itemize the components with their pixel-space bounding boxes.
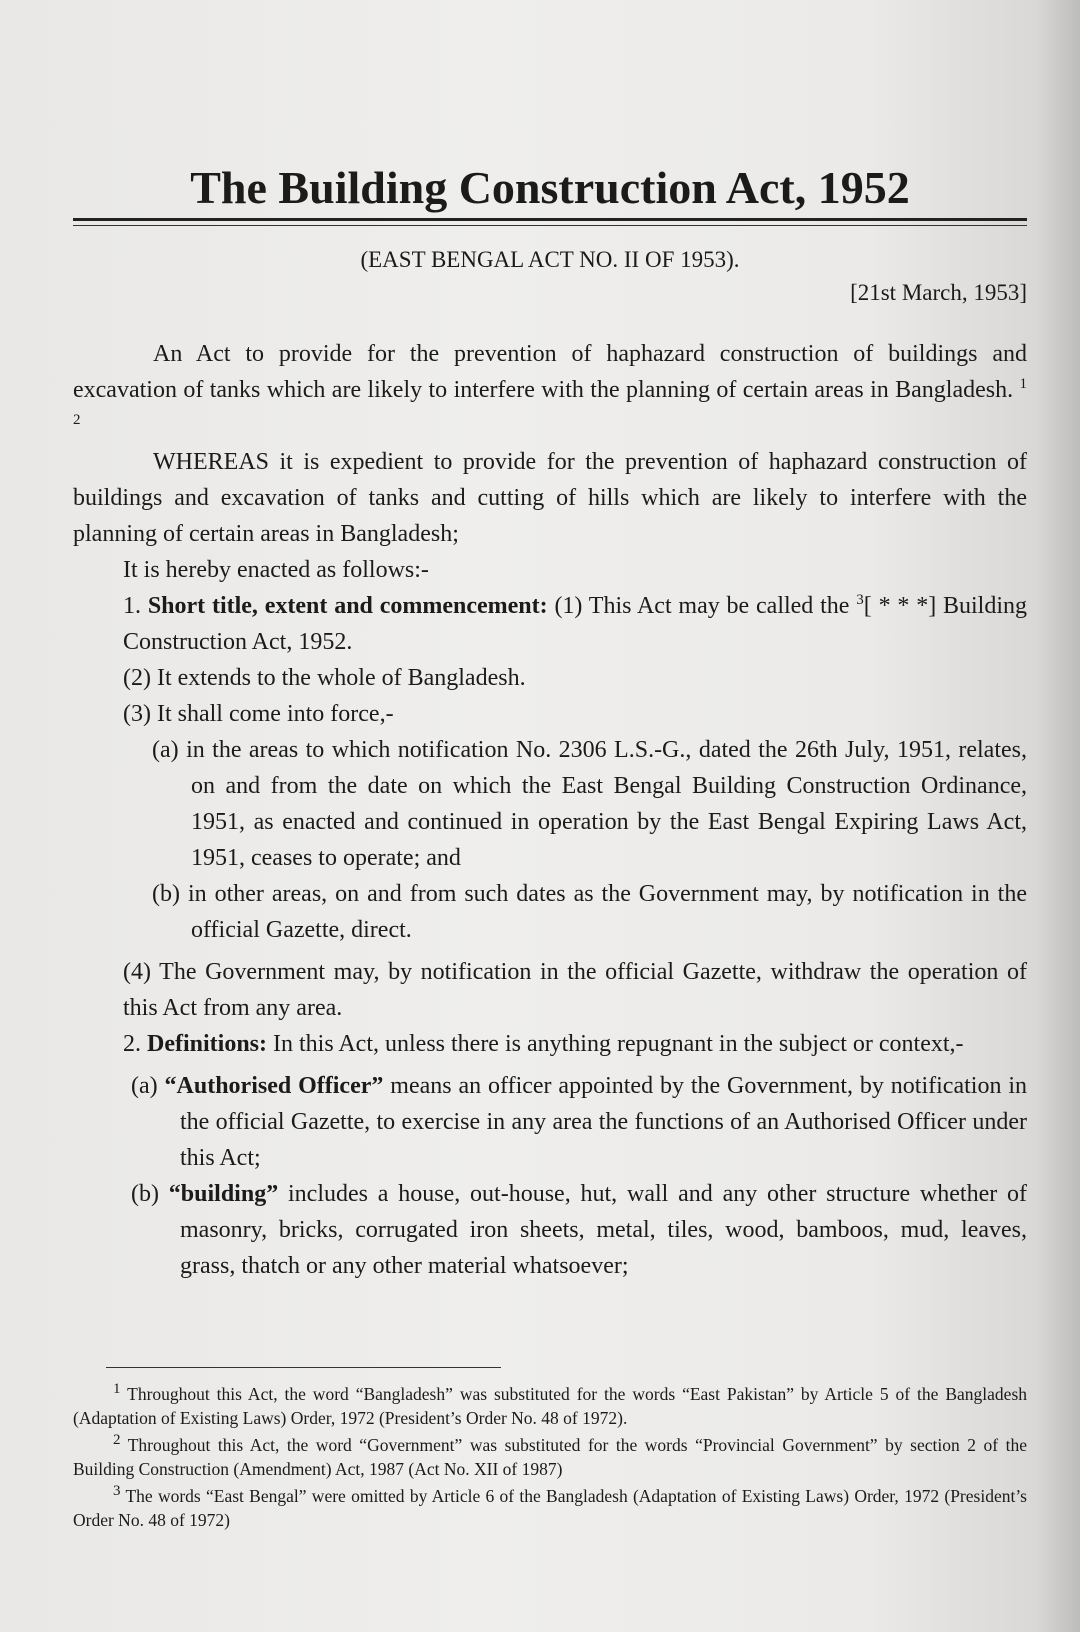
act-title: The Building Construction Act, 1952 [190,162,910,213]
preamble-footnote-ref: 1 2 [73,376,1028,428]
definition-a-term: “Authorised Officer” [164,1073,384,1099]
act-date: [21st March, 1953] [850,280,1027,305]
footnote [73,1433,1027,1481]
section-1-clause-a: (a) in the areas to which notification No. 2306 L.S.-G., dated the 26th July, 1951, relates, on and from the date on which the East Bengal Building Construction Ordinance, 1951, as enacted and continued in operation by the East Bengal Expiring Laws Act, 1951, ceases to operate; and [152,737,1027,871]
title-rule-thin [73,225,1027,226]
section-1-footnote-ref: 3 [856,592,864,608]
act-number: (EAST BENGAL ACT NO. II OF 1953). [360,247,740,272]
definition-b [73,1176,1027,1284]
section-1-heading: Short title, extent and commencement: [147,593,548,619]
act-body [73,336,1027,1284]
definition-b-label: (b) [131,1181,159,1207]
section-1-clause-b: (b) in other areas, on and from such dates as the Government may, by notification in the official Gazette, direct. [152,881,1027,943]
title-rule-thick [73,218,1027,221]
section-2 [73,1026,1027,1062]
preamble [73,336,1027,444]
definition-a-label: (a) [131,1073,158,1099]
section-1 [73,588,1027,660]
definition-a [73,1068,1027,1176]
footnote-text: The words “East Bengal” were omitted by Article 6 of the Bangladesh (Adaptation of Existing Laws) Order, 1972 (President’s Order No. 48 of 1972) [73,1486,1027,1530]
section-1-number: 1. [123,593,141,619]
footnote [73,1382,1027,1430]
definition-b-text: includes a house, out-house, hut, wall and any other structure whether of masonry, bricks, corrugated iron sheets, metal, tiles, wood, bamboos, mud, leaves, grass, thatch or any other material whatsoever; [180,1181,1028,1279]
footnote-text: Throughout this Act, the word “Bangladesh” was substituted for the words “East Pakistan” by Article 5 of the Bangladesh (Adaptation of Existing Laws) Order, 1972 (President’s Order No. 48 of 1972). [73,1384,1028,1428]
enacting-clause: It is hereby enacted as follows:- [123,557,429,583]
footnote-number: 1 [113,1381,121,1398]
footnotes [73,1382,1027,1535]
section-2-text: In this Act, unless there is anything repugnant in the subject or context,- [273,1031,964,1057]
section-2-heading: Definitions: [147,1031,267,1057]
footnote-number: 2 [113,1432,121,1449]
preamble-text: An Act to provide for the prevention of haphazard construction of buildings and excavation of tanks which are likely to interfere with the planning of certain areas in Bangladesh. [73,341,1027,403]
section-1-subsection-4: (4) The Government may, by notification in the official Gazette, withdraw the operation of this Act from any area. [123,959,1027,1021]
section-2-number: 2. [123,1031,141,1057]
section-1-text-continued: [ * * *] Building Construction Act, 1952. [123,593,1028,655]
section-1-text: (1) This Act may be called the [554,593,850,619]
footnote-number: 3 [113,1483,121,1500]
section-1-subsection-3: (3) It shall come into force,- [123,701,394,727]
whereas-clause: WHEREAS it is expedient to provide for the prevention of haphazard construction of buildings and excavation of tanks and cutting of hills which are likely to interfere with the planning of certain areas in Bangladesh; [73,449,1027,547]
definition-b-term: “building” [168,1181,279,1207]
footnote [73,1484,1027,1532]
definition-a-text: means an officer appointed by the Government, by notification in the official Gazette, to exercise in any area the functions of an Authorised Officer under this Act; [180,1073,1027,1171]
footnote-separator [106,1367,501,1368]
footnote-text: Throughout this Act, the word “Government” was substituted for the words “Provincial Government” by section 2 of the Building Construction (Amendment) Act, 1987 (Act No. XII of 1987) [73,1435,1027,1479]
section-1-subsection-2: (2) It extends to the whole of Bangladesh. [123,665,526,691]
